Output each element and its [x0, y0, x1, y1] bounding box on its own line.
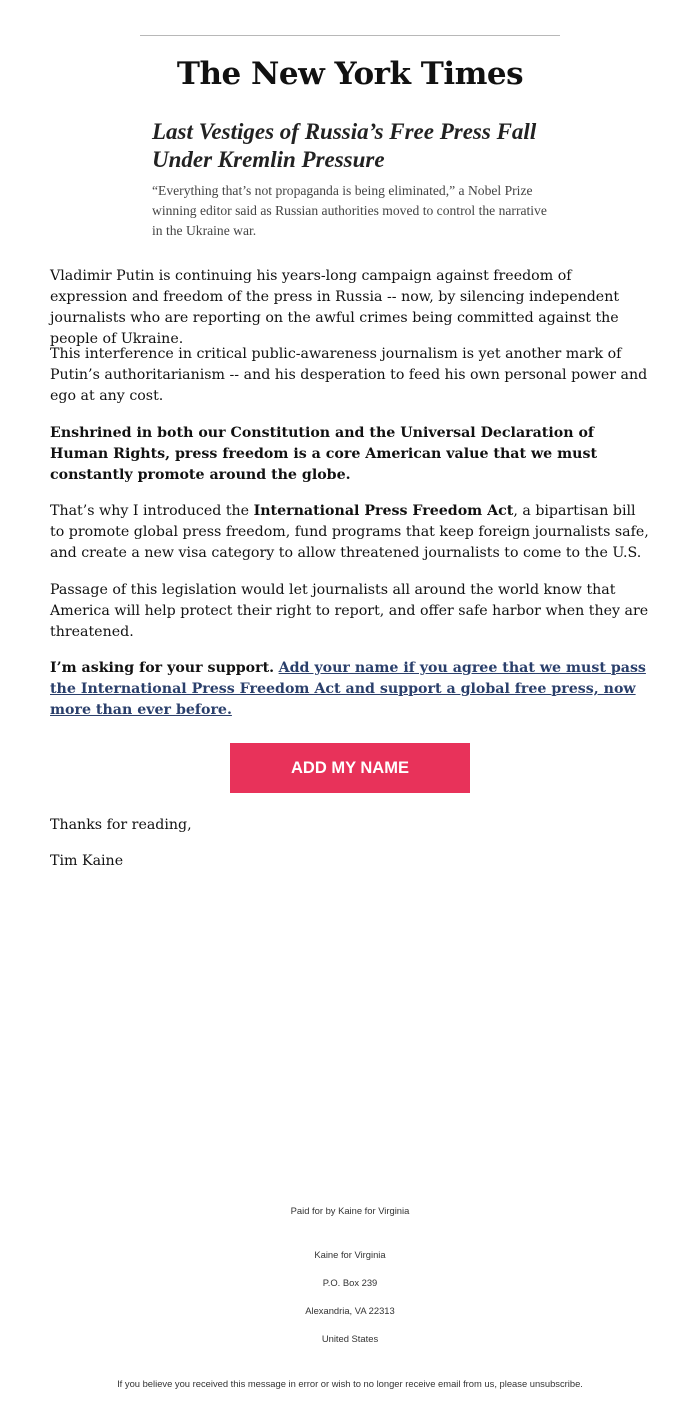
paragraph-3: Enshrined in both our Constitution and the Universal Declaration of Human Rights, press freedom is a core American value that we must constantly promote around the globe.	[50, 425, 598, 483]
footer-city: Alexandria, VA 22313	[305, 1305, 395, 1316]
clip-headline: Last Vestiges of Russia’s Free Press Fall Under Kremlin Pressure	[152, 119, 537, 172]
clip-dek: “Everything that’s not propaganda is being eliminated,” a Nobel Prize winning editor said as Russian authorities moved to control the narrative in the Ukraine war.	[152, 183, 547, 238]
news-clipping-image	[140, 35, 560, 246]
footer-org: Kaine for Virginia	[314, 1249, 386, 1260]
footer-po-box: P.O. Box 239	[322, 1277, 378, 1288]
paragraph-1: Vladimir Putin is continuing his years-long campaign against freedom of expression and freedom of the press in Russia -- now, by silencing independent journalists who are reporting on the awful crimes being committed against the people of Ukraine.	[50, 268, 620, 347]
paid-for-disclaimer: Paid for by Kaine for Virginia	[290, 1205, 410, 1216]
act-name: International Press Freedom Act	[253, 503, 514, 519]
add-name-link[interactable]: Add your name if you agree that we must pass the International Press Freedom Act and support a global free press, now more than ever before.	[50, 660, 646, 718]
paragraph-4	[50, 501, 650, 564]
paragraph-5: Passage of this legislation would let journalists all around the world know that America will help protect their right to report, and offer safe harbor when they are threatened.	[50, 582, 649, 640]
p4-text-end: , a bipartisan bill to promote global press freedom, fund programs that keep foreign journalists safe, and create a new visa category to allow threatened journalists to come to the U.S.	[50, 503, 649, 561]
thanks-text: Thanks for reading,	[50, 817, 192, 833]
signature-name: Tim Kaine	[50, 853, 124, 869]
paragraph-6	[50, 658, 650, 721]
p4-text-start: That’s why I introduced the	[50, 503, 254, 519]
add-my-name-button[interactable]: ADD MY NAME	[230, 743, 470, 793]
nyt-logo: The New York Times	[176, 56, 524, 92]
paragraph-2: This interference in critical public-awareness journalism is yet another mark of Putin’s authoritarianism -- and his desperation to feed his own personal power and ego at any cost.	[50, 346, 648, 404]
footer-country: United States	[321, 1333, 379, 1344]
unsubscribe-text[interactable]: If you believe you received this message in error or wish to no longer receive email from us, please unsubscribe.	[117, 1378, 583, 1389]
support-ask: I’m asking for your support.	[50, 660, 275, 676]
